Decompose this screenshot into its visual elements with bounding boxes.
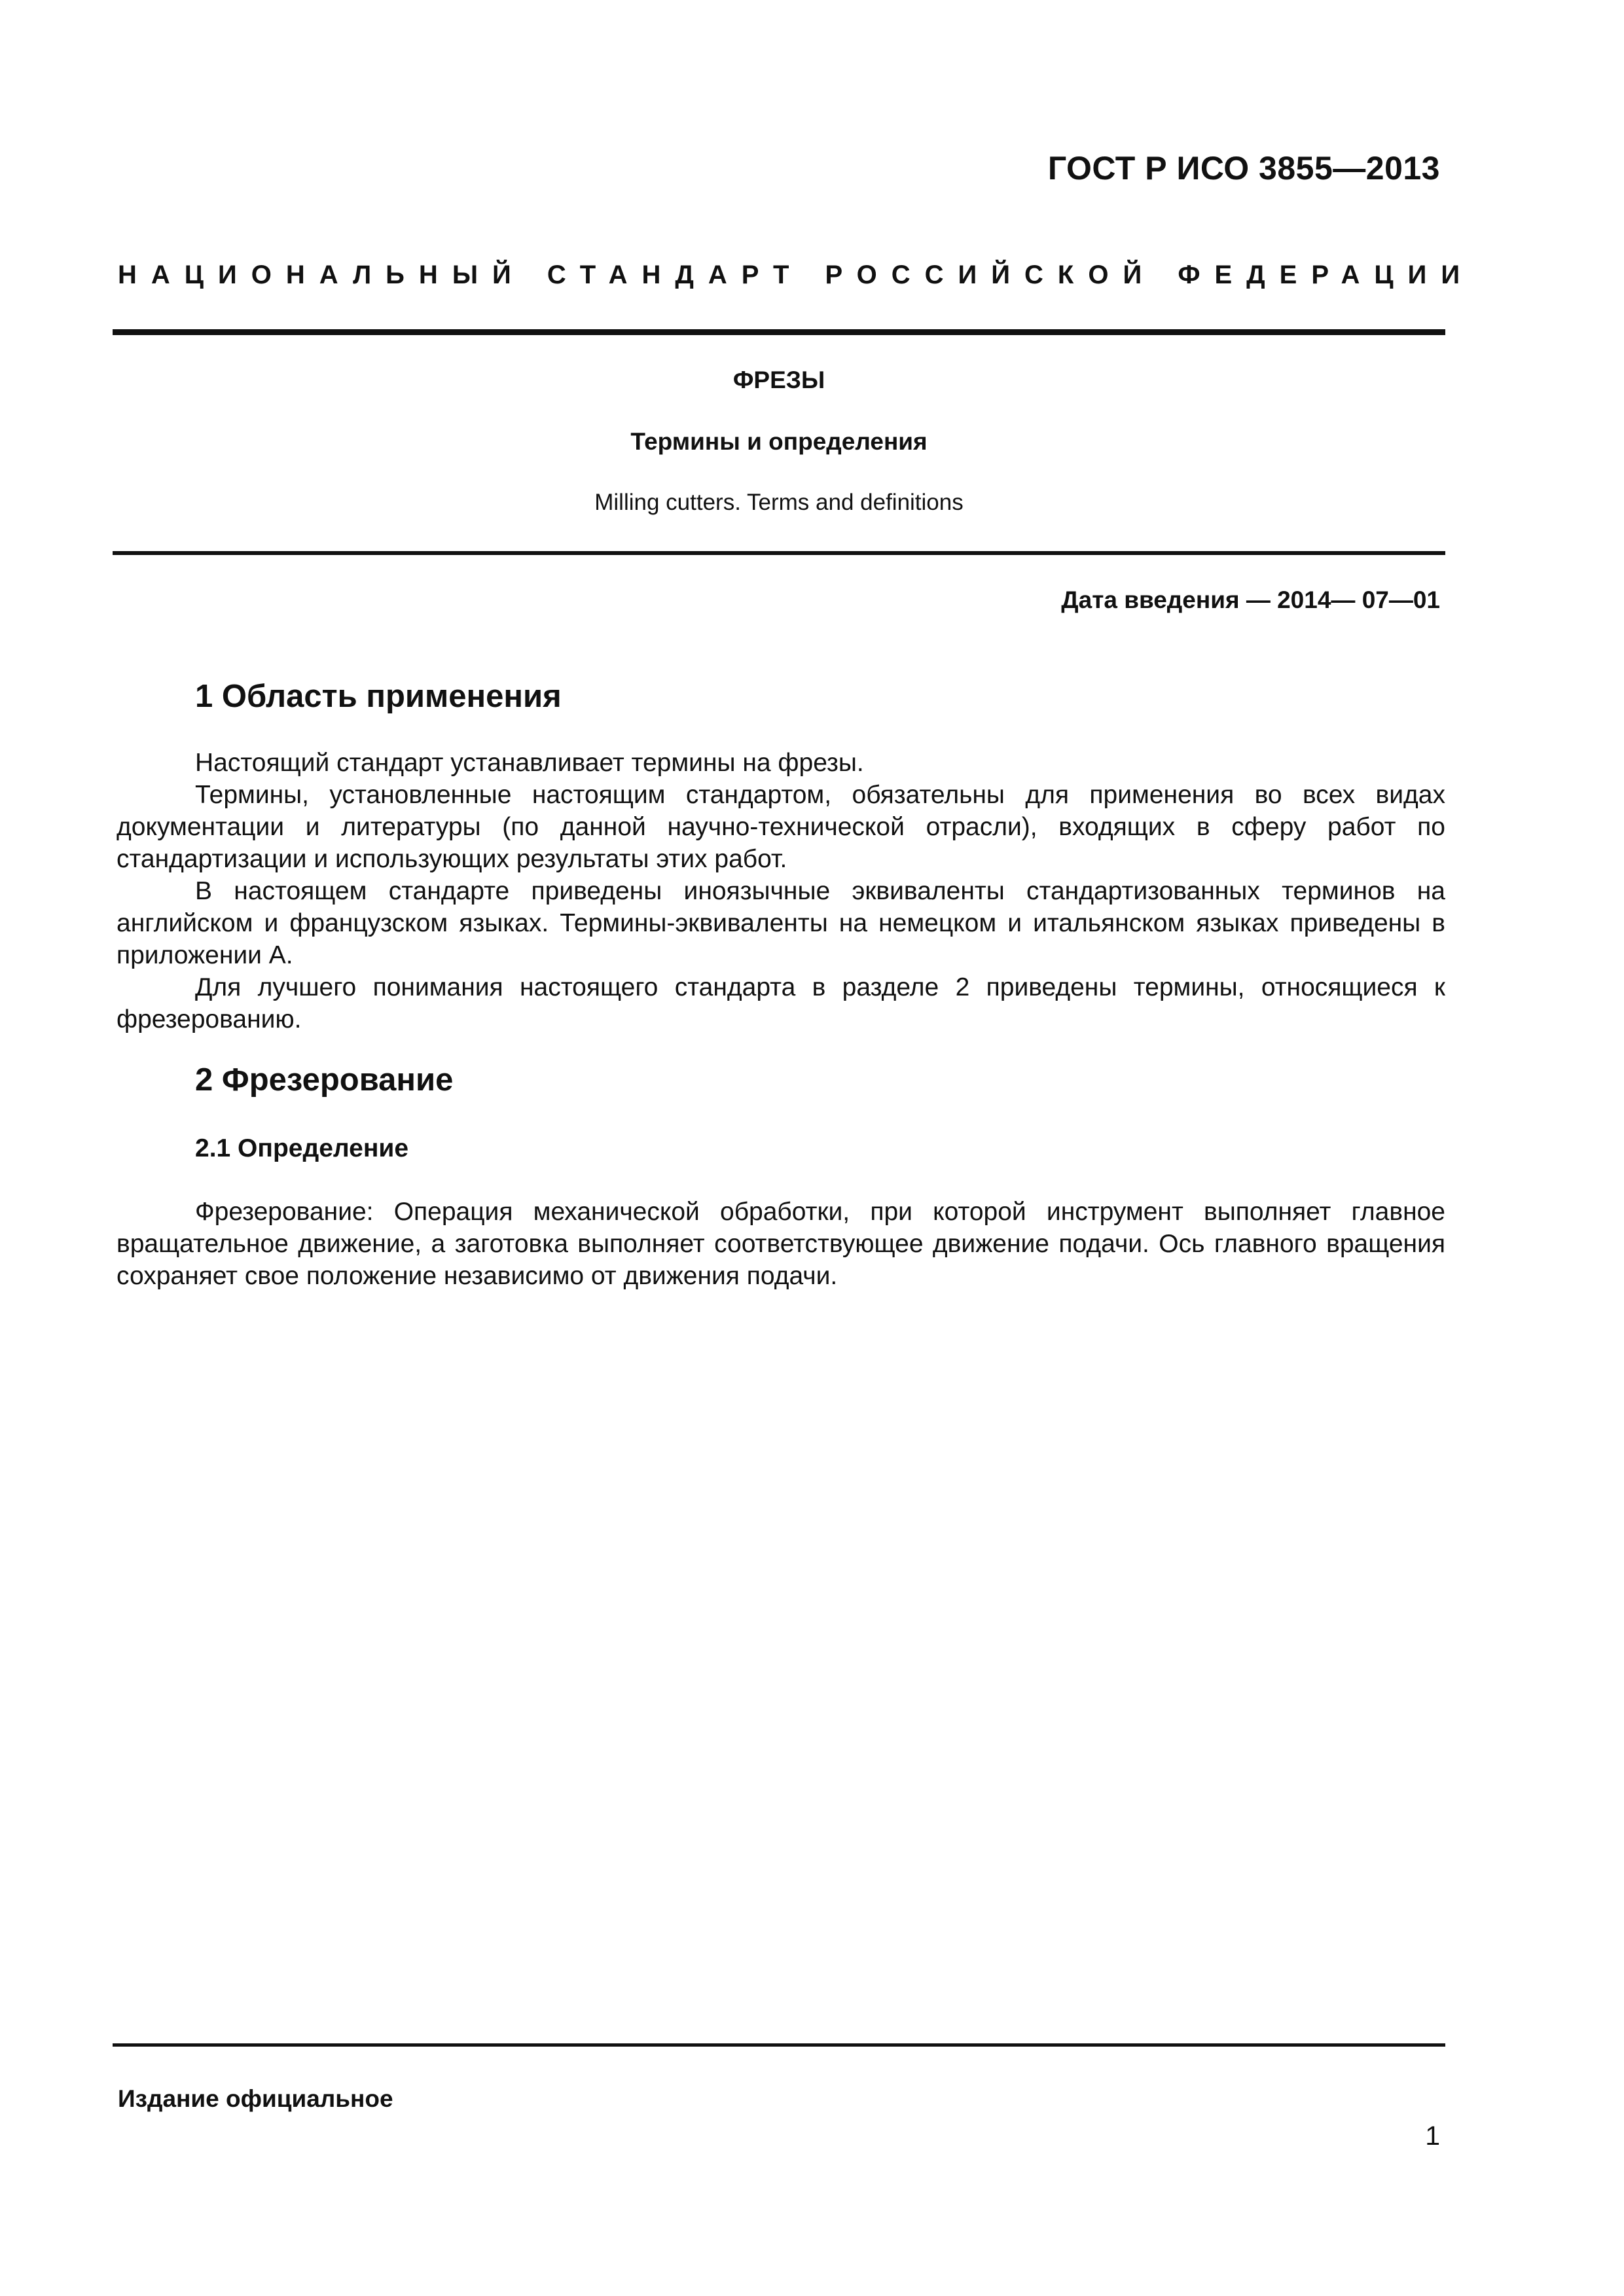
- document-subtitle: Термины и определения: [630, 428, 928, 455]
- section-1-paragraph: Для лучшего понимания настоящего стандарта в разделе 2 приведены термины, относящиеся к фрезерованию.: [117, 973, 1445, 1033]
- document-title: ФРЕЗЫ: [732, 367, 825, 393]
- introduction-date: Дата введения — 2014— 07—01: [1061, 586, 1440, 613]
- document-code: ГОСТ Р ИСО 3855—2013: [1047, 150, 1440, 187]
- page-number: 1: [1425, 2121, 1440, 2151]
- section-2-heading: 2 Фрезерование: [195, 1062, 454, 1098]
- section-1-paragraph: В настоящем стандарте приведены иноязычные эквиваленты стандартизованных терминов на английском и французском языках. Термины-эквиваленты на немецком и итальянском языках приведены в приложении А.: [117, 877, 1445, 969]
- section-2-paragraph: Фрезерование: Операция механической обработки, при которой инструмент выполняет главное вращательное движение, а заготовка выполняет соответствующее движение подачи. Ось главного вращения сохраняет свое положение независимо от движения подачи.: [117, 1198, 1445, 1290]
- national-standard-banner: НАЦИОНАЛЬНЫЙ СТАНДАРТ РОССИЙСКОЙ ФЕДЕРАЦИИ: [118, 260, 1475, 289]
- section-1-body: [117, 747, 1445, 1035]
- title-divider: [113, 551, 1445, 555]
- header-divider: [113, 329, 1445, 335]
- section-1-paragraph: Настоящий стандарт устанавливает термины на фрезы.: [195, 749, 864, 777]
- document-title-english: Milling cutters. Terms and definitions: [594, 490, 964, 515]
- footer-divider: [113, 2043, 1445, 2047]
- section-2-1-heading: 2.1 Определение: [195, 1134, 409, 1162]
- section-1-heading: 1 Область применения: [195, 679, 562, 714]
- edition-label: Издание официальное: [118, 2085, 393, 2112]
- section-1-paragraph: Термины, установленные настоящим стандартом, обязательны для применения во всех видах документации и литературы (по данной научно-технической отрасли), входящих в сферу работ по стандартизации и использующих результаты этих работ.: [117, 781, 1445, 873]
- section-2-body: [117, 1196, 1445, 1292]
